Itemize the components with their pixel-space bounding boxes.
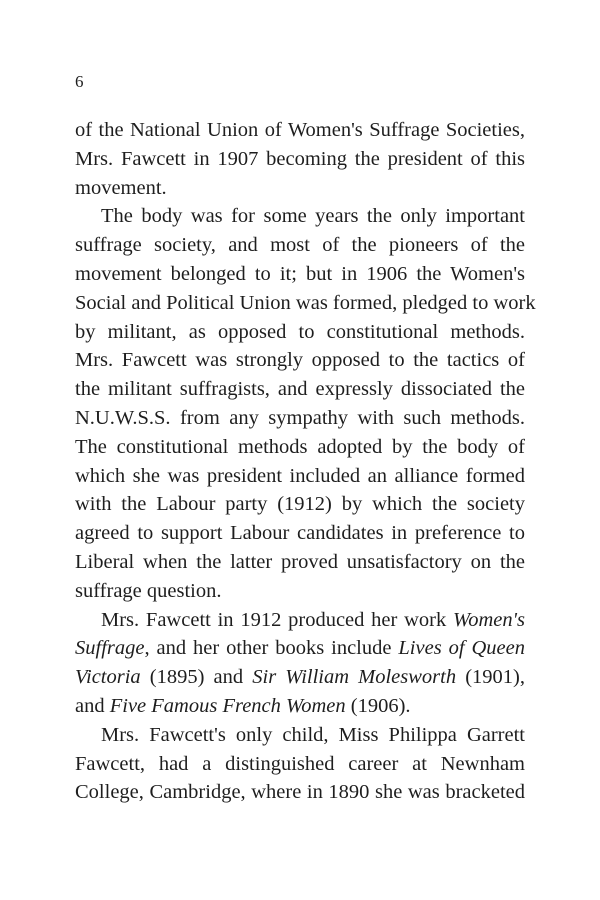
text-line: Fawcett, had a distinguished career at Newnham bbox=[75, 752, 525, 775]
text-run: Mrs. Fawcett in 1912 produced her work bbox=[101, 608, 454, 631]
paragraph-4 bbox=[75, 721, 525, 807]
text-line bbox=[75, 663, 525, 692]
text-line: The constitutional methods adopted by the body of bbox=[75, 435, 525, 458]
text-line: College, Cambridge, where in 1890 she was bracketed bbox=[75, 781, 525, 804]
text-line: suffrage society, and most of the pioneers of the bbox=[75, 234, 525, 257]
text-run: (1906). bbox=[345, 694, 411, 717]
text-line: Social and Political Union was formed, pledged to work bbox=[75, 291, 536, 314]
text-run: (1901), bbox=[456, 666, 526, 689]
text-line: suffrage question. bbox=[75, 579, 222, 602]
book-title-italic: Victoria bbox=[75, 666, 141, 689]
text-line: which she was president included an alliance formed bbox=[75, 464, 525, 487]
text-line: The body was for some years the only important bbox=[101, 205, 525, 228]
paragraph-3 bbox=[75, 606, 525, 721]
book-title-italic: Five Famous French Women bbox=[109, 694, 346, 717]
text-run: , and her other books include bbox=[144, 637, 399, 660]
text-line: by militant, as opposed to constitutional methods. bbox=[75, 320, 525, 343]
paragraph-1 bbox=[75, 116, 525, 202]
text-line: Mrs. Fawcett was strongly opposed to the tactics of bbox=[75, 349, 525, 372]
text-line: agreed to support Labour candidates in preference to bbox=[75, 522, 525, 545]
text-line bbox=[75, 692, 525, 721]
text-line: movement belonged to it; but in 1906 the Women's bbox=[75, 262, 525, 285]
text-line bbox=[75, 606, 525, 635]
text-run: (1895) and bbox=[140, 666, 253, 689]
paragraph-2 bbox=[75, 202, 536, 605]
text-line: Mrs. Fawcett's only child, Miss Philippa Garrett bbox=[101, 723, 525, 746]
book-title-italic: Women's bbox=[453, 608, 525, 631]
text-line: Liberal when the latter proved unsatisfactory on the bbox=[75, 550, 525, 573]
text-line: of the National Union of Women's Suffrage Societies, bbox=[75, 119, 525, 141]
text-run: and bbox=[75, 694, 110, 717]
book-title-italic: Suffrage bbox=[75, 637, 145, 660]
text-line: the militant suffragists, and expressly dissociated the bbox=[75, 378, 525, 401]
text-line: N.U.W.S.S. from any sympathy with such methods. bbox=[75, 406, 525, 429]
book-title-italic: Lives of Queen bbox=[398, 637, 525, 660]
page-number: 6 bbox=[75, 72, 84, 91]
text-line: with the Labour party (1912) by which the society bbox=[75, 493, 525, 516]
body-text bbox=[75, 116, 536, 807]
text-line bbox=[75, 634, 525, 663]
text-line: Mrs. Fawcett in 1907 becoming the president of this bbox=[75, 147, 525, 170]
text-line: movement. bbox=[75, 176, 167, 199]
book-title-italic: Sir William Molesworth bbox=[252, 666, 457, 689]
